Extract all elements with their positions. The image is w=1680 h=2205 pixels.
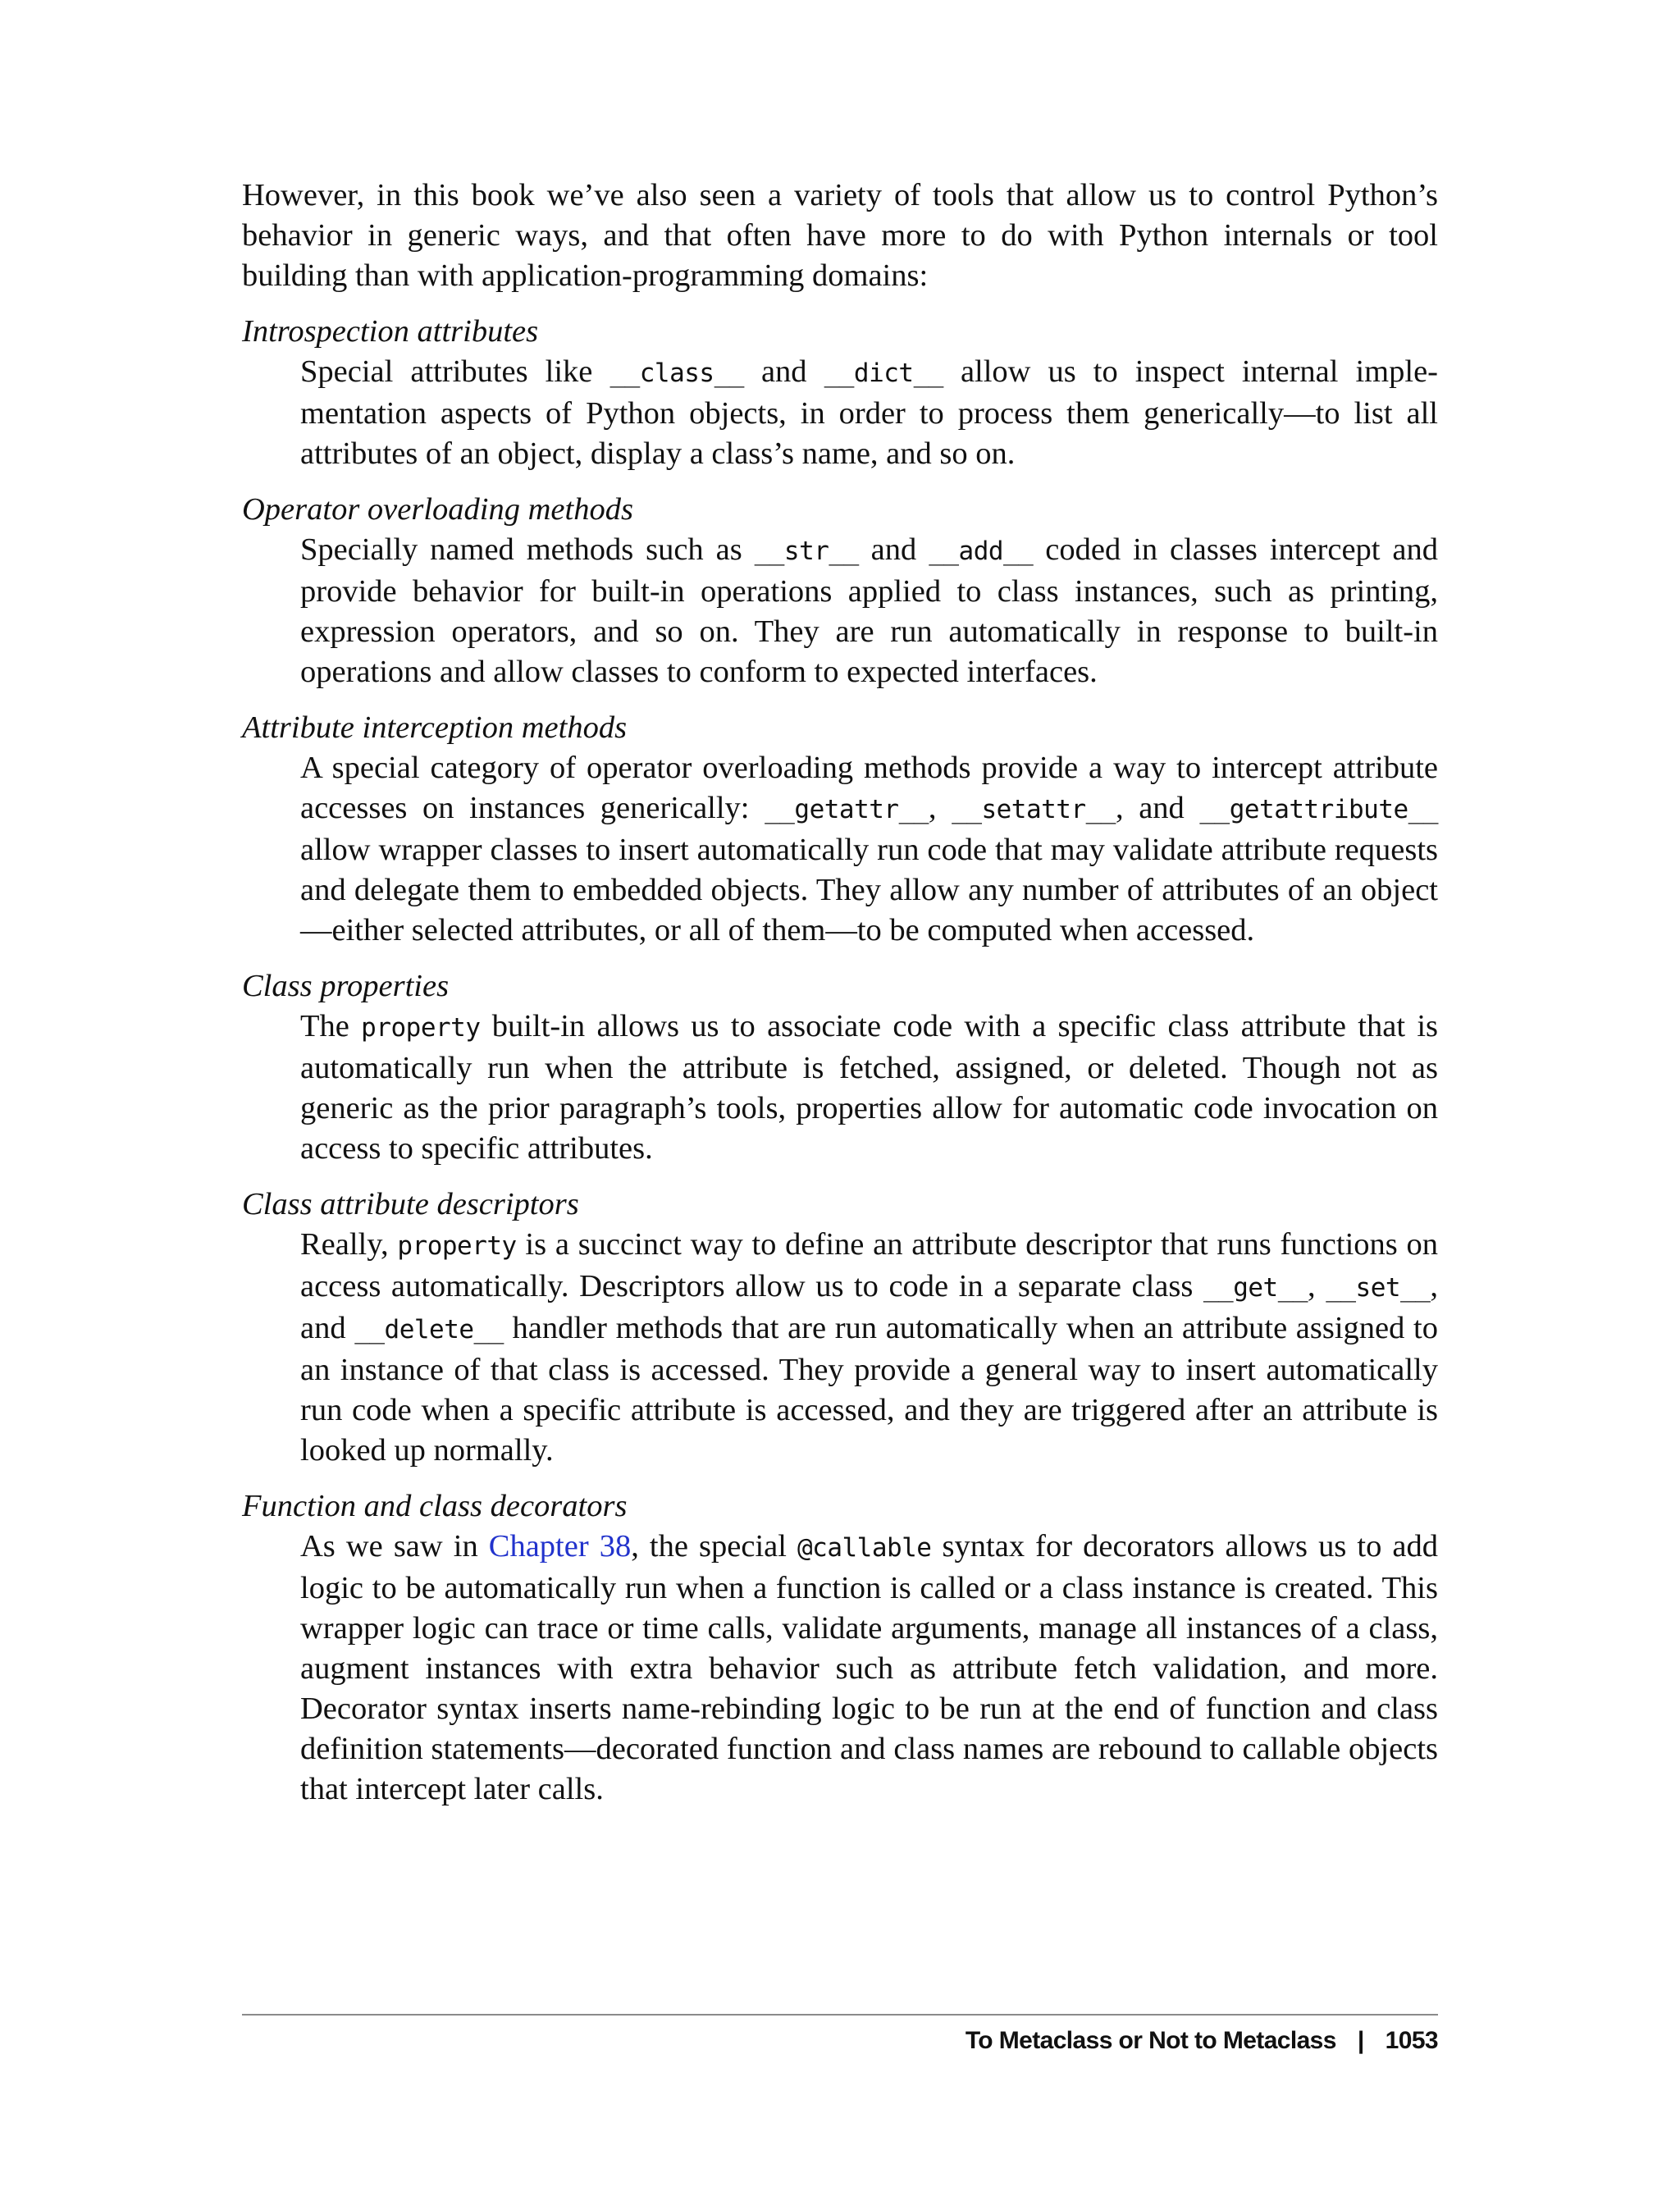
term-function-and-class-decorators: Function and class decorators [242,1489,628,1523]
desc-attribute-interception-methods [300,748,1438,951]
page-number: 1053 [1385,2027,1438,2054]
text-run: , and [1115,791,1200,825]
term-class-properties: Class properties [242,969,450,1003]
text-run: Special attributes like [300,354,610,389]
text-run: coded in classes intercept and provide behavior for built-in operations applied to class instances, such as printing, expression operators, and so on. They are run automatically in response to built-in operations and allow classes to conform to expected interfaces. [300,532,1439,689]
text-run: , the special [631,1529,797,1564]
chapter-38-link[interactable]: Chapter 38 [488,1529,632,1564]
text-run: , and [300,1269,1439,1345]
code-str: __str__ [754,536,859,566]
text-run: syntax for decorators allows us to add logic to be automatically run when a function is called or a class instance is created. This wrapper logic can trace or time calls, validate arguments, manage all instances of a class, augment instances with extra behavior such as attribute fetch validation, and more. Decorator syntax inserts name-rebinding logic to be run at the end of function and class definition statements—decorated function and class names are rebound to callable objects that intercept later calls. [300,1529,1439,1806]
code-getattribute: __getattribute__ [1199,795,1438,824]
intro-paragraph: However, in this book we’ve also seen a variety of tools that allow us to control Python’s behavior in generic ways, and that often have more to do with Python internals or tool building than with application-programming domains: [242,178,1438,293]
desc-class-attribute-descriptors [300,1225,1438,1471]
code-dict: __dict__ [824,358,943,388]
code-setattr: __setattr__ [952,795,1116,824]
page-body [242,176,1438,1810]
text-run: and [743,354,824,389]
term-attribute-interception-methods: Attribute interception methods [242,710,628,745]
code-set: __set__ [1326,1273,1431,1303]
code-add: __add__ [929,536,1034,566]
text-run: , [928,791,952,825]
term-introspection-attributes: Introspection attributes [242,314,539,349]
desc-introspection-attributes [300,352,1438,474]
code-getattr: __getattr__ [765,795,929,824]
text-run: allow wrapper classes to insert automatically run code that may validate attribute requests and delegate them to embedded objects. They allow any number of attributes of an object—either selected attributes, or all of them—to be computed when accessed. [300,833,1438,947]
code-class: __class__ [609,358,744,388]
code-callable: @callable [797,1533,932,1563]
desc-function-and-class-decorators [300,1527,1438,1810]
term-operator-overloading-methods: Operator overloading methods [242,492,633,527]
desc-class-properties [300,1007,1438,1169]
text-run: allow us to inspect internal implementation aspects of Python objects, in order to process them generically—to list all attributes of an object, display a class’s name, and so on. [300,354,1438,471]
code-get: __get__ [1203,1273,1308,1303]
text-run: Really, [300,1227,398,1262]
code-property: property [397,1231,517,1261]
page-footer [966,2025,1438,2057]
text-run: A special category of operator overloading methods provide a way to intercept attribute accesses on instances generically: [300,751,1438,825]
term-class-attribute-descriptors: Class attribute descriptors [242,1187,579,1221]
text-run: built-in allows us to associate code with a specific class attribute that is automatically run when the attribute is fetched, assigned, or deleted. Though not as generic as the prior paragraph’s tools, properties allow for automatic code invocation on access to specific attributes. [300,1009,1439,1166]
footer-rule [242,2014,1438,2016]
code-property: property [361,1013,481,1043]
text-run: is a succinct way to define an attribute descriptor that runs functions on access automatically. Descriptors allow us to code in a separate class [300,1227,1438,1303]
code-delete: __delete__ [354,1315,504,1344]
text-run: , [1308,1269,1326,1303]
text-run: Specially named methods such as [300,532,755,567]
desc-operator-overloading-methods [300,530,1438,692]
text-run: As we saw in [300,1529,489,1564]
text-run: and [858,532,929,567]
footer-section-title: To Metaclass or Not to Metaclass [965,2027,1336,2054]
text-run: The [300,1009,362,1043]
text-run: handler methods that are run automatically when an attribute assigned to an instance of that class is accessed. They provide a general way to insert automatically run code when a specific attribute is accessed, and they are triggered after an attribute is looked up normally. [300,1311,1438,1468]
footer-separator: | [1357,2027,1364,2054]
